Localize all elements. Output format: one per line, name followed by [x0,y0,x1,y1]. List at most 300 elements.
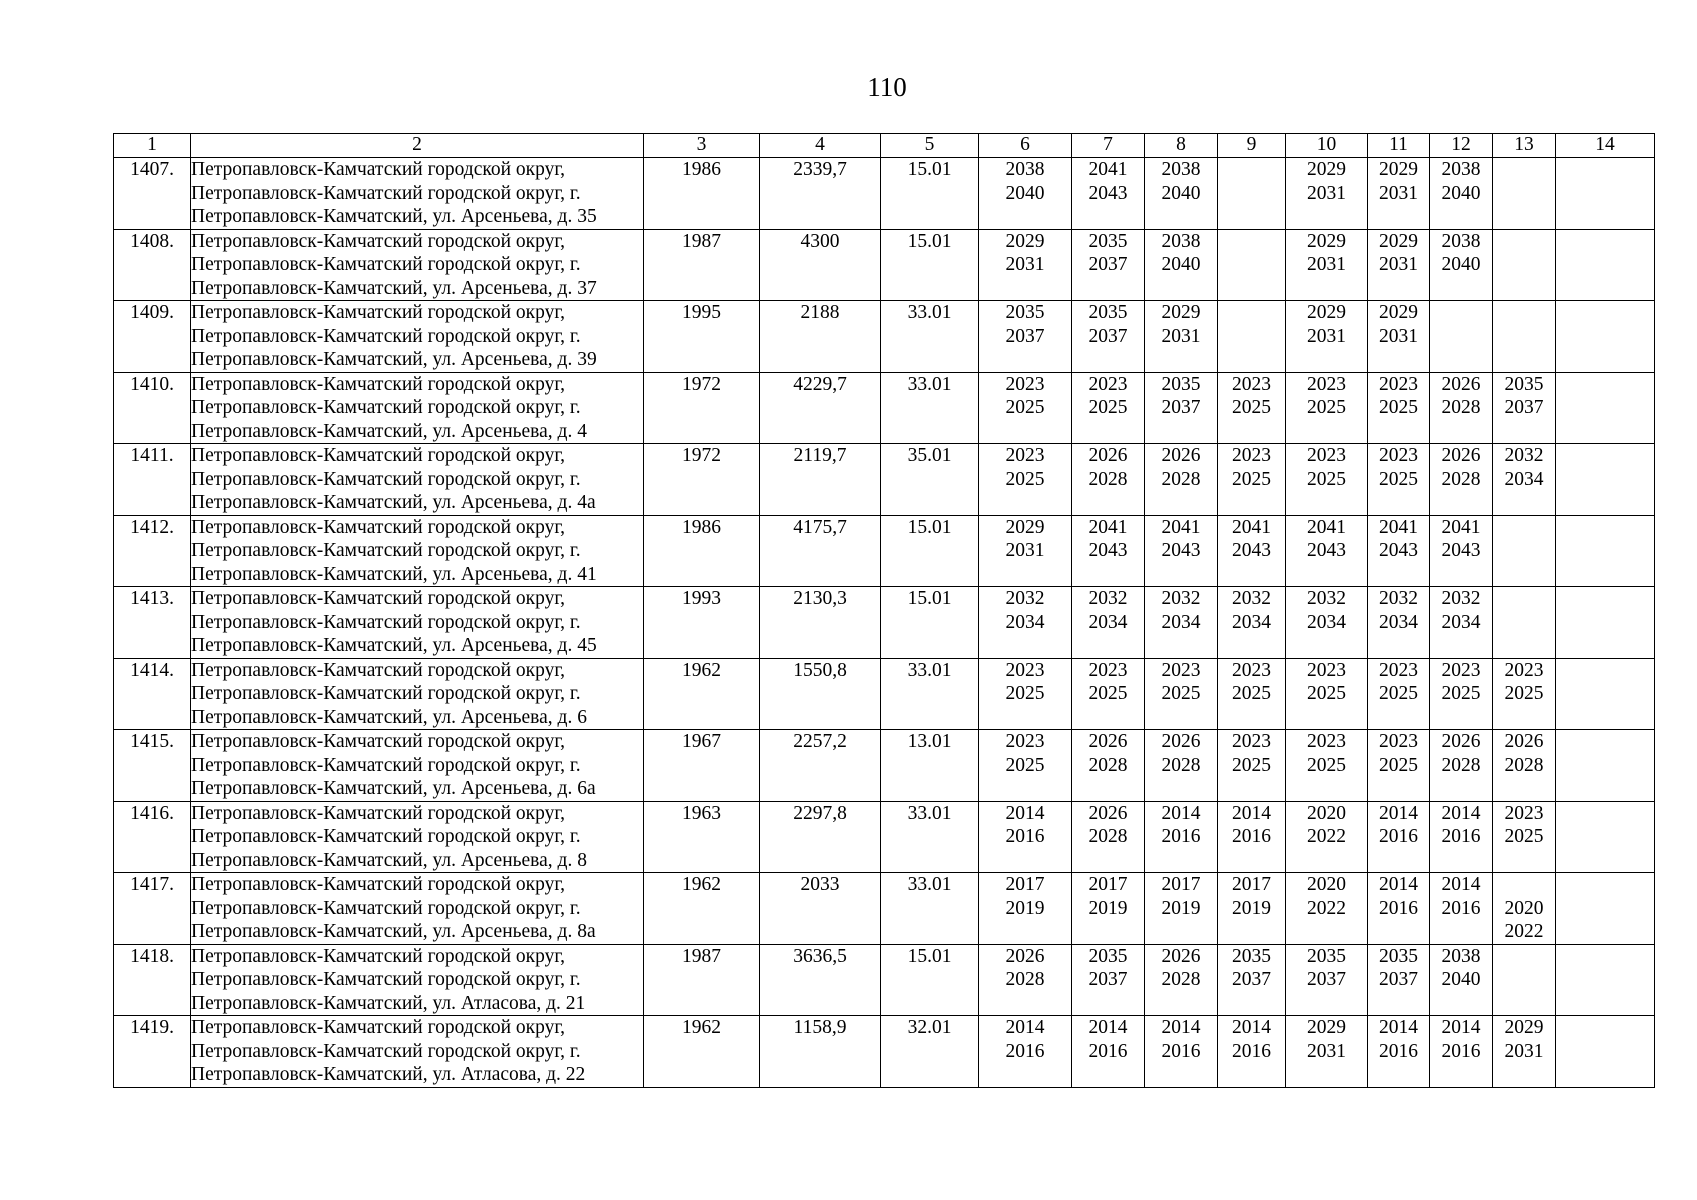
cell-line: 2025 [1307,468,1346,490]
cell-line: 2031 [1504,1040,1544,1062]
year-cell: 1987 [644,944,760,1016]
column-header-7: 7 [1072,134,1145,158]
cell-line: 2035 [1088,302,1128,323]
period-cell-6 [979,229,1072,301]
cell-line: 2023 [1307,445,1346,466]
cell-line: 2016 [1441,1040,1481,1062]
cell-line: 2031 [1307,325,1346,347]
cell-line: 2043 [1088,540,1128,561]
code-cell: 15.01 [881,515,979,587]
cell-line [1493,945,1555,969]
cell-line: 2023 [1307,659,1346,681]
cell-line: Петропавловск-Камчатский, ул. Атласова, д. 22 [191,1064,586,1085]
address-cell [191,587,644,659]
period-cell-11 [1368,730,1430,802]
cell-line: 2031 [1379,254,1418,275]
cell-line: 2014 [1005,1017,1045,1038]
cell-line: 2040 [1441,254,1481,275]
cell-line: 2023 [1379,373,1418,395]
cell-line: 2017 [1005,874,1045,895]
period-cell-10 [1286,944,1368,1016]
cell-line [1493,182,1555,206]
cell-line: 2016 [1232,826,1271,847]
cell-line: 2025 [1088,683,1128,704]
cell-line: 2034 [1379,611,1418,633]
cell-line: 2025 [1232,468,1271,490]
cell-line: 2032 [1232,588,1271,609]
period-cell-8 [1145,444,1218,516]
cell-line: 2041 [1307,516,1346,538]
cell-line: 2032 [1504,445,1544,466]
cell-line: 2025 [1441,683,1481,704]
cell-line: 2022 [1504,921,1544,942]
period-cell-14 [1556,444,1655,516]
cell-line: Петропавловск-Камчатский городской округ, [191,445,566,466]
cell-line [1493,420,1555,444]
column-header-12: 12 [1430,134,1493,158]
cell-line [1218,301,1285,325]
cell-line: 2023 [1232,731,1271,752]
cell-line: 2016 [1005,1040,1045,1062]
period-cell-9 [1218,229,1286,301]
cell-line [1493,491,1555,515]
cell-line: 2025 [1161,683,1201,704]
period-cell-6 [979,801,1072,873]
cell-line: 2026 [1088,802,1128,824]
period-cell-11 [1368,587,1430,659]
period-cell-12 [1430,801,1493,873]
year-cell: 1962 [644,1016,760,1088]
period-cell-12 [1430,873,1493,945]
table-row [114,301,1655,373]
period-cell-14 [1556,1016,1655,1088]
cell-line: 2019 [1088,897,1128,919]
table-row [114,587,1655,659]
cell-line [1493,158,1555,182]
cell-line: 2028 [1088,754,1128,776]
period-cell-14 [1556,730,1655,802]
cell-line [1493,706,1555,730]
cell-line: 2026 [1441,731,1481,752]
table-row [114,515,1655,587]
cell-line: Петропавловск-Камчатский городской округ, [191,588,566,609]
cell-line: 2043 [1161,540,1201,561]
cell-line: 2026 [1005,945,1045,967]
cell-line: 2034 [1088,611,1128,633]
period-cell-6 [979,444,1072,516]
period-cell-6 [979,944,1072,1016]
cell-line: 2014 [1161,1017,1201,1038]
cell-line [1493,587,1555,611]
cell-line: 2031 [1307,254,1346,275]
cell-line: 2040 [1441,182,1481,204]
period-cell-6 [979,873,1072,945]
cell-line: Петропавловск-Камчатский, ул. Арсеньева, д. 39 [191,349,597,370]
cell-line: Петропавловск-Камчатский городской округ, г. [191,683,581,704]
cell-line: 2032 [1161,588,1201,609]
code-cell: 15.01 [881,944,979,1016]
cell-line: 2031 [1307,182,1346,204]
cell-line: Петропавловск-Камчатский городской округ, г. [191,254,581,275]
code-cell: 35.01 [881,444,979,516]
period-cell-7 [1072,944,1145,1016]
period-cell-9 [1218,944,1286,1016]
period-cell-8 [1145,944,1218,1016]
cell-line: 2020 [1307,802,1346,824]
cell-line: 2014 [1379,1017,1418,1038]
row-number: 1410. [114,372,191,444]
cell-line: 2016 [1232,1040,1271,1062]
cell-line: 2040 [1441,969,1481,990]
cell-line: 2028 [1005,969,1045,990]
cell-line: 2032 [1088,588,1128,609]
address-cell [191,515,644,587]
cell-line: 2017 [1161,874,1201,895]
cell-line: 2037 [1161,397,1201,418]
cell-line: 2014 [1379,802,1418,824]
cell-line: 2029 [1307,230,1346,252]
code-cell: 33.01 [881,372,979,444]
cell-line: 2023 [1379,659,1418,681]
column-header-4: 4 [760,134,881,158]
cell-line: 2016 [1161,826,1201,847]
cell-line: 2016 [1441,826,1481,847]
cell-line: 2025 [1379,683,1418,704]
code-cell: 33.01 [881,873,979,945]
area-cell: 2257,2 [760,730,881,802]
period-cell-7 [1072,730,1145,802]
year-cell: 1967 [644,730,760,802]
cell-line: 2023 [1504,659,1544,681]
period-cell-8 [1145,730,1218,802]
cell-line: 2025 [1379,397,1418,418]
column-header-9: 9 [1218,134,1286,158]
cell-line: Петропавловск-Камчатский городской округ, [191,802,566,824]
period-cell-9 [1218,730,1286,802]
cell-line: 2029 [1161,302,1201,323]
period-cell-13 [1493,515,1556,587]
cell-line: 2035 [1161,373,1201,395]
cell-line [1493,301,1555,325]
table-row [114,730,1655,802]
cell-line: 2016 [1379,1040,1418,1062]
cell-line [1430,301,1492,325]
cell-line: 2025 [1307,683,1346,704]
cell-line: 2014 [1232,802,1271,824]
cell-line: 2025 [1088,397,1128,418]
cell-line: 2037 [1088,969,1128,990]
cell-line: 2014 [1441,874,1481,895]
table-row [114,873,1655,945]
cell-line: Петропавловск-Камчатский городской округ, [191,1017,566,1038]
cell-line: 2022 [1307,826,1346,847]
period-cell-8 [1145,301,1218,373]
cell-line: 2034 [1307,611,1346,633]
address-cell [191,158,644,230]
period-cell-14 [1556,301,1655,373]
cell-line: 2038 [1441,230,1481,252]
cell-line: 2026 [1161,945,1201,967]
cell-line: Петропавловск-Камчатский, ул. Арсеньева, д. 4а [191,492,596,513]
cell-line: 2016 [1441,897,1481,919]
year-cell: 1986 [644,515,760,587]
cell-line: 2023 [1441,659,1481,681]
cell-line: 2025 [1307,754,1346,776]
period-cell-14 [1556,944,1655,1016]
cell-line: 2025 [1005,683,1045,704]
cell-line: 2043 [1441,540,1481,561]
period-cell-7 [1072,444,1145,516]
cell-line: 2035 [1379,945,1418,967]
table-body [114,158,1655,1088]
cell-line: 2031 [1161,325,1201,347]
period-cell-6 [979,301,1072,373]
cell-line: 2023 [1005,659,1045,681]
code-cell: 32.01 [881,1016,979,1088]
period-cell-8 [1145,229,1218,301]
cell-line: 2019 [1161,897,1201,919]
period-cell-7 [1072,873,1145,945]
cell-line: 2016 [1161,1040,1201,1062]
period-cell-9 [1218,587,1286,659]
cell-line: Петропавловск-Камчатский, ул. Арсеньева, д. 45 [191,635,597,656]
cell-line: 2035 [1088,945,1128,967]
cell-line: 2025 [1005,754,1045,776]
period-cell-13 [1493,801,1556,873]
address-cell [191,658,644,730]
row-number: 1416. [114,801,191,873]
cell-line: 2032 [1307,588,1346,609]
cell-line: 2016 [1088,1040,1128,1062]
year-cell: 1972 [644,372,760,444]
period-cell-11 [1368,658,1430,730]
cell-line [1493,253,1555,277]
cell-line [1218,158,1285,182]
row-number: 1407. [114,158,191,230]
cell-line: 2014 [1441,802,1481,824]
table-row [114,944,1655,1016]
page-number: 110 [867,72,907,102]
cell-line: 2020 [1307,874,1346,895]
period-cell-12 [1430,944,1493,1016]
period-cell-10 [1286,873,1368,945]
period-cell-7 [1072,301,1145,373]
cell-line: 2037 [1307,969,1346,990]
cell-line: 2035 [1088,230,1128,252]
address-cell [191,301,644,373]
cell-line: 2014 [1088,1017,1128,1038]
cell-line: 2031 [1379,325,1418,347]
row-number: 1419. [114,1016,191,1088]
cell-line: 2025 [1005,468,1045,490]
cell-line: 2025 [1307,397,1346,418]
cell-line: 2023 [1307,373,1346,395]
cell-line: 2034 [1232,611,1271,633]
cell-line: 2031 [1005,254,1045,275]
period-cell-12 [1430,1016,1493,1088]
cell-line: 2041 [1441,516,1481,538]
cell-line: Петропавловск-Камчатский, ул. Арсеньева, д. 6а [191,778,596,799]
cell-line: 2028 [1161,468,1201,490]
period-cell-6 [979,372,1072,444]
cell-line: 2026 [1088,731,1128,752]
cell-line: Петропавловск-Камчатский городской округ, [191,302,566,323]
cell-line: Петропавловск-Камчатский, ул. Арсеньева, д. 37 [191,277,597,299]
cell-line [1493,277,1555,301]
period-cell-11 [1368,444,1430,516]
cell-line: 2035 [1005,302,1045,323]
area-cell: 2033 [760,873,881,945]
cell-line: 2014 [1379,874,1418,895]
column-header-14: 14 [1556,134,1655,158]
cell-line: 2025 [1504,826,1544,847]
address-cell [191,229,644,301]
table-row [114,801,1655,873]
cell-line: Петропавловск-Камчатский городской округ, г. [191,397,581,418]
year-cell: 1986 [644,158,760,230]
period-cell-13 [1493,730,1556,802]
cell-line: 2026 [1161,445,1201,466]
cell-line: 2029 [1005,230,1045,252]
cell-line: Петропавловск-Камчатский городской округ, г. [191,182,581,204]
cell-line: 2035 [1504,373,1544,395]
cell-line: 2038 [1005,159,1045,180]
cell-line [1493,873,1555,897]
cell-line: 2026 [1441,373,1481,395]
cell-line: 2028 [1161,754,1201,776]
cell-line: Петропавловск-Камчатский городской округ, г. [191,325,581,347]
cell-line: 2023 [1088,659,1128,681]
code-cell: 15.01 [881,587,979,659]
row-number: 1418. [114,944,191,1016]
cell-line: 2034 [1161,611,1201,633]
cell-line: 2035 [1232,945,1271,967]
period-cell-10 [1286,515,1368,587]
cell-line: 2029 [1307,1017,1346,1038]
period-cell-13 [1493,444,1556,516]
cell-line: 2025 [1232,397,1271,418]
cell-line: 2032 [1379,588,1418,609]
cell-line: Петропавловск-Камчатский, ул. Арсеньева, д. 35 [191,206,597,227]
period-cell-7 [1072,658,1145,730]
cell-line: 2037 [1088,254,1128,275]
period-cell-14 [1556,587,1655,659]
cell-line: 2038 [1161,159,1201,180]
cell-line [1493,634,1555,658]
cell-line: 2038 [1441,159,1481,180]
period-cell-6 [979,658,1072,730]
cell-line [1493,968,1555,992]
cell-line: 2016 [1379,897,1418,919]
cell-line: 2037 [1232,969,1271,990]
cell-line: 2029 [1307,302,1346,323]
code-cell: 33.01 [881,658,979,730]
period-cell-12 [1430,158,1493,230]
period-cell-10 [1286,658,1368,730]
period-cell-7 [1072,372,1145,444]
period-cell-11 [1368,158,1430,230]
period-cell-11 [1368,229,1430,301]
cell-line: Петропавловск-Камчатский, ул. Арсеньева, д. 41 [191,563,597,585]
period-cell-14 [1556,158,1655,230]
cell-line: 2023 [1504,802,1544,824]
year-cell: 1995 [644,301,760,373]
cell-line [1493,348,1555,372]
period-cell-7 [1072,229,1145,301]
cell-line: 2032 [1005,588,1045,609]
period-cell-12 [1430,730,1493,802]
cell-line: 2025 [1379,754,1418,776]
cell-line: 2028 [1088,468,1128,490]
period-cell-8 [1145,515,1218,587]
row-number: 1409. [114,301,191,373]
address-cell [191,730,644,802]
period-cell-9 [1218,658,1286,730]
cell-line: 2019 [1232,897,1271,919]
period-cell-7 [1072,158,1145,230]
cell-line: 2023 [1379,731,1418,752]
cell-line: Петропавловск-Камчатский, ул. Атласова, д. 21 [191,992,586,1014]
cell-line: 2041 [1379,516,1418,538]
cell-line: Петропавловск-Камчатский городской округ, г. [191,969,581,990]
period-cell-8 [1145,801,1218,873]
cell-line: Петропавловск-Камчатский городской округ, [191,230,566,252]
period-cell-9 [1218,301,1286,373]
year-cell: 1993 [644,587,760,659]
period-cell-13 [1493,944,1556,1016]
period-cell-11 [1368,944,1430,1016]
cell-line: Петропавловск-Камчатский городской округ, [191,516,566,538]
area-cell: 1550,8 [760,658,881,730]
cell-line: Петропавловск-Камчатский городской округ, [191,874,566,895]
cell-line: 2040 [1161,254,1201,275]
cell-line: Петропавловск-Камчатский городской округ, г. [191,826,581,847]
cell-line: 2014 [1441,1017,1481,1038]
column-header-13: 13 [1493,134,1556,158]
cell-line: 2037 [1504,397,1544,418]
address-cell [191,444,644,516]
period-cell-11 [1368,1016,1430,1088]
period-cell-11 [1368,515,1430,587]
cell-line: 2026 [1441,445,1481,466]
cell-line [1218,230,1285,254]
cell-line: 2031 [1307,1040,1346,1062]
cell-line: 2034 [1005,611,1045,633]
row-number: 1408. [114,229,191,301]
cell-line: 2028 [1441,397,1481,418]
period-cell-12 [1430,444,1493,516]
period-cell-13 [1493,873,1556,945]
cell-line [1493,205,1555,229]
column-header-1: 1 [114,134,191,158]
year-cell: 1972 [644,444,760,516]
year-cell: 1987 [644,229,760,301]
table-header-row [114,134,1655,158]
cell-line [1493,611,1555,635]
period-cell-6 [979,158,1072,230]
cell-line [1218,325,1285,349]
cell-line: 2023 [1232,373,1271,395]
cell-line: 2020 [1504,897,1544,919]
row-number: 1412. [114,515,191,587]
code-cell: 15.01 [881,229,979,301]
period-cell-7 [1072,1016,1145,1088]
period-cell-13 [1493,587,1556,659]
area-cell: 4300 [760,229,881,301]
area-cell: 1158,9 [760,1016,881,1088]
cell-line [1493,992,1555,1016]
column-header-5: 5 [881,134,979,158]
